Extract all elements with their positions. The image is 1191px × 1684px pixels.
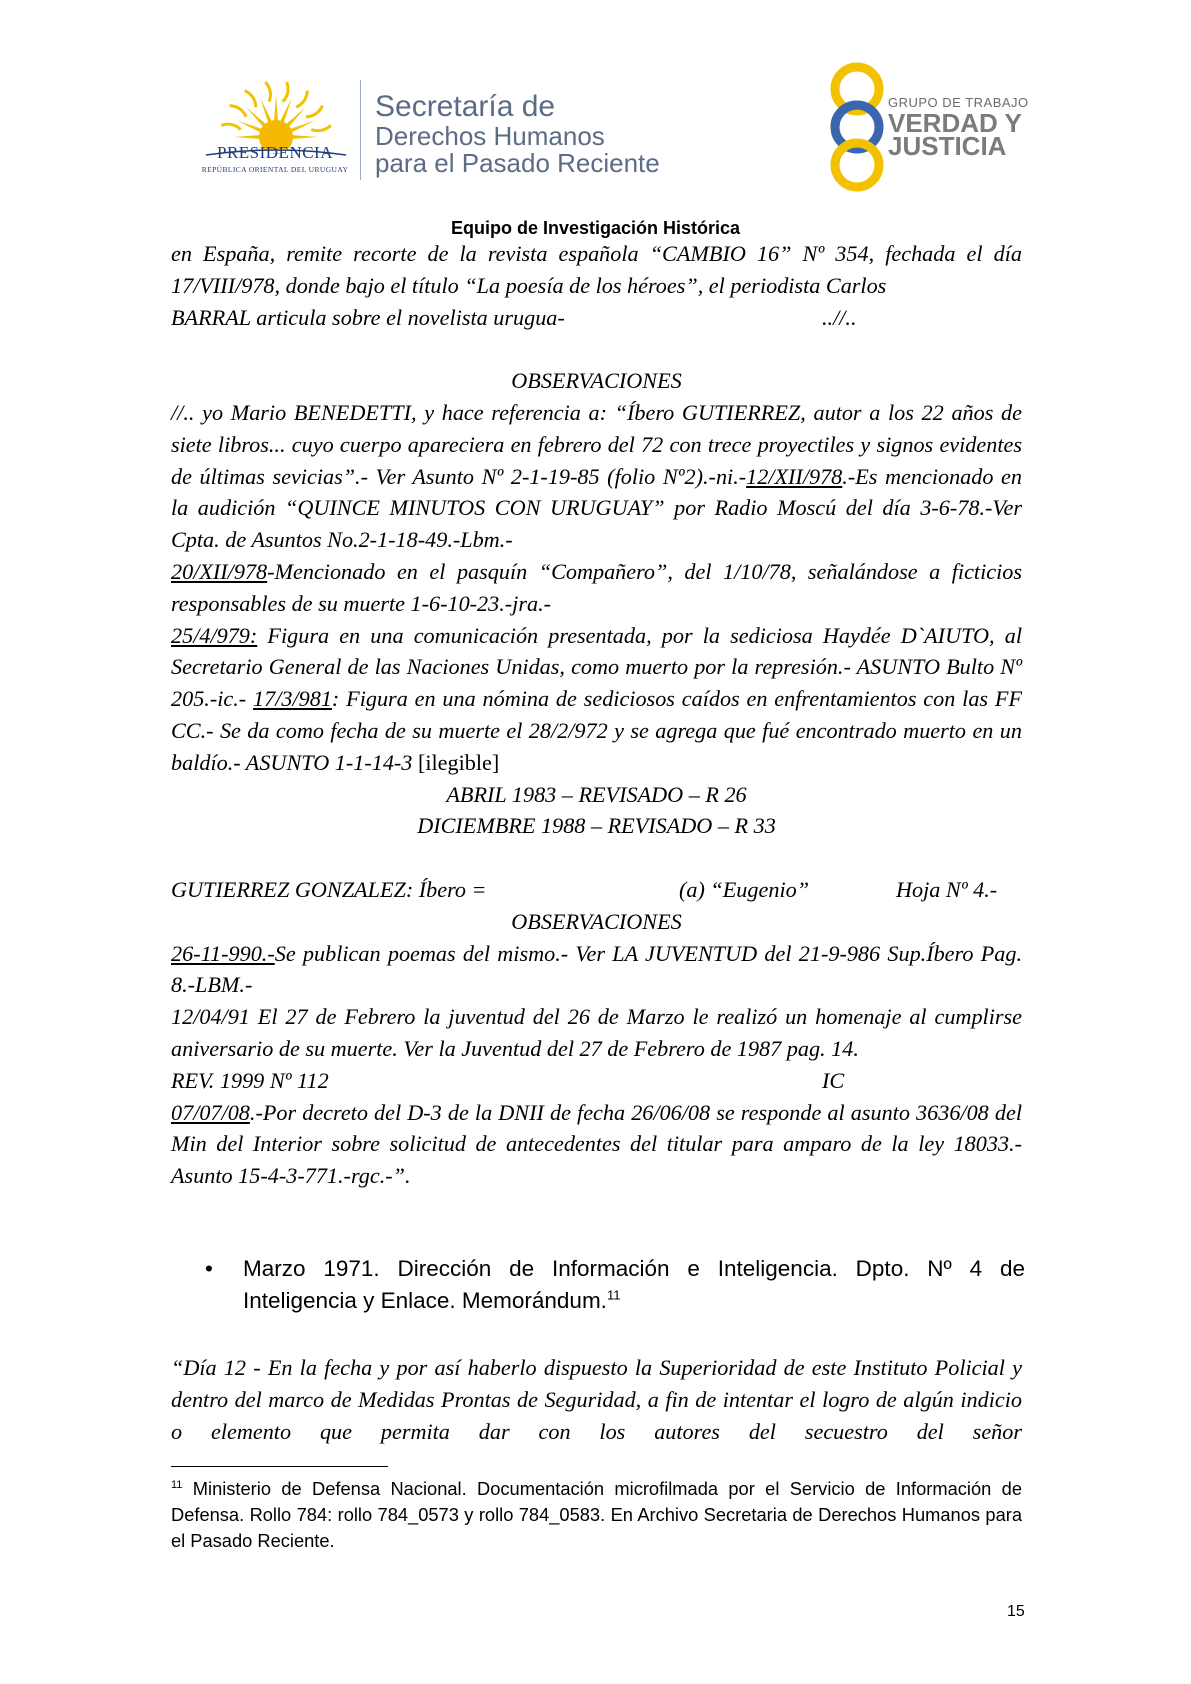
date-underlined: 20/XII/978	[171, 558, 268, 584]
record-alias: (a) “Eugenio”	[679, 876, 810, 902]
observations-heading-2: OBSERVACIONES	[511, 908, 682, 934]
grupo-line-2: VERDAD Y	[888, 108, 1022, 138]
paragraph-1-end: BARRAL articula sobre el novelista urugua-	[171, 304, 565, 330]
date-underlined: 25/4/979:	[171, 622, 258, 648]
footnote: $^{11}$ Ministerio de Defensa Nacional. Documentación microfilmada por el Servicio de Información de Defensa. Rollo 784: rollo 784_0573 y rollo 784_0583. En Archivo Secretaria de Derechos Humanos para el Pasado Reciente.	[171, 1478, 1022, 1551]
secretaria-line-3: para el Pasado Reciente	[375, 148, 660, 178]
date-underlined: 17/3/981	[253, 686, 332, 712]
revision-line-1: ABRIL 1983 – REVISADO – R 26	[446, 781, 747, 807]
observations-heading-1: OBSERVACIONES	[511, 368, 682, 394]
paragraph-7: 07/07/08.-Por decreto del D-3 de la DNII de fecha 26/06/08 se responde al asunto 3636/08 del Min del Interior sobre solicitud de antecedentes del titular para amparo de la ley 18033.- Asunto 15-4-3-771.-rgc.-”.	[171, 1099, 1022, 1189]
paragraph-1-last-line	[171, 302, 1022, 334]
presidencia-sublabel: REPÚBLICA ORIENTAL DEL URUGUAY	[201, 165, 349, 174]
grupo-line-3: JUSTICIA	[888, 131, 1007, 161]
date-underlined: 07/07/08	[171, 1099, 250, 1125]
revision-3-left: REV. 1999 Nº 112	[171, 1067, 329, 1093]
bullet-text: Marzo 1971. Dirección de Información e Inteligencia. Dpto. Nº 4 de Inteligencia y Enlace. Memorándum.$^{11}$	[243, 1256, 1025, 1313]
revision-line-3	[171, 1065, 1022, 1097]
footnote-divider	[171, 1466, 388, 1467]
paragraph-1: en España, remite recorte de la revista española “CAMBIO 16” Nº 354, fechada el día 17/VIII/978, donde bajo el título “La poesía de los héroes”, el periodista Carlos	[171, 241, 1022, 298]
grupo-line-1: GRUPO DE TRABAJO	[888, 95, 1029, 110]
quote-paragraph: “Día 12 - En la fecha y por así haberlo dispuesto la Superioridad de este Instituto Policial y dentro del marco de Medidas Prontas de Seguridad, a fin de intentar el logro de algún indicio o elemento que permita dar con los autores del secuestro del señor	[171, 1355, 1022, 1444]
paragraph-6: 12/04/91 El 27 de Febrero la juventud del 26 de Marzo le realizó un homenaje al cumplirse aniversario de su muerte. Ver la Juventud del 27 de Febrero de 1987 pag. 14.	[171, 1004, 1022, 1061]
illegible-note: [ilegible]	[417, 749, 500, 775]
date-underlined: 26-11-990.-	[171, 940, 275, 966]
continuation-mark: ..//..	[822, 304, 857, 330]
presidencia-label: PRESIDENCIA	[216, 143, 333, 162]
footnote-ref[interactable]: 11	[606, 1287, 621, 1303]
secretaria-line-1: Secretaría de	[375, 90, 556, 123]
bullet-symbol: •	[205, 1256, 213, 1281]
revision-line-2: DICIEMBRE 1988 – REVISADO – R 33	[417, 813, 776, 839]
footnote-number: 11	[171, 1478, 183, 1491]
record-sheet: Hoja Nº 4.-	[896, 876, 998, 902]
paragraph-2: //.. yo Mario BENEDETTI, y hace referencia a: “Íbero GUTIERREZ, autor a los 22 años de siete libros... cuyo cuerpo apareciera en febrero del 72 con trece proyectiles y signos evidentes de últimas sevicias”.- Ver Asunto Nº 2-1-19-85 (folio Nº2).-ni.-12/XII/978.-Es mencionado en la audición “QUINCE MINUTOS CON URUGUAY” por Radio Moscú del día 3-6-78.-Ver Cpta. de Asuntos No.2-1-18-49.-Lbm.-	[171, 399, 1022, 553]
team-title: Equipo de Investigación Histórica	[450, 218, 741, 238]
date-underlined: 12/XII/978	[746, 463, 843, 489]
secretaria-line-2: Derechos Humanos	[375, 121, 605, 151]
record-name-line	[171, 874, 1022, 906]
record-name: GUTIERREZ GONZALEZ: Íbero =	[171, 876, 487, 902]
paragraph-3: 20/XII/978-Mencionado en el pasquín “Compañero”, del 1/10/78, señalándose a ficticios responsables de su muerte 1-6-10-23.-jra.-	[171, 558, 1022, 616]
paragraph-4: 25/4/979: Figura en una comunicación presentada, por la sediciosa Haydée D`AIUTO, al Secretario General de las Naciones Unidas, como muerto por la represión.- ASUNTO Bulto Nº 205.-ic.- 17/3/981: Figura en una nómina de sediciosos caídos en enfrentamientos con las FF CC.- Se da como fecha de su muerte el 28/2/972 y se agrega que fué encontrado muerto en un baldío.- ASUNTO 1-1-14-3 [ilegible]	[171, 622, 1023, 775]
header-divider	[360, 80, 361, 180]
document-body	[171, 238, 1022, 1192]
paragraph-5: 26-11-990.-Se publican poemas del mismo.- Ver LA JUVENTUD del 21-9-986 Sup.Íbero Pag. 8.-LBM.-	[171, 940, 1022, 998]
page-number: 15	[1007, 1603, 1025, 1620]
revision-3-right: IC	[822, 1067, 845, 1093]
